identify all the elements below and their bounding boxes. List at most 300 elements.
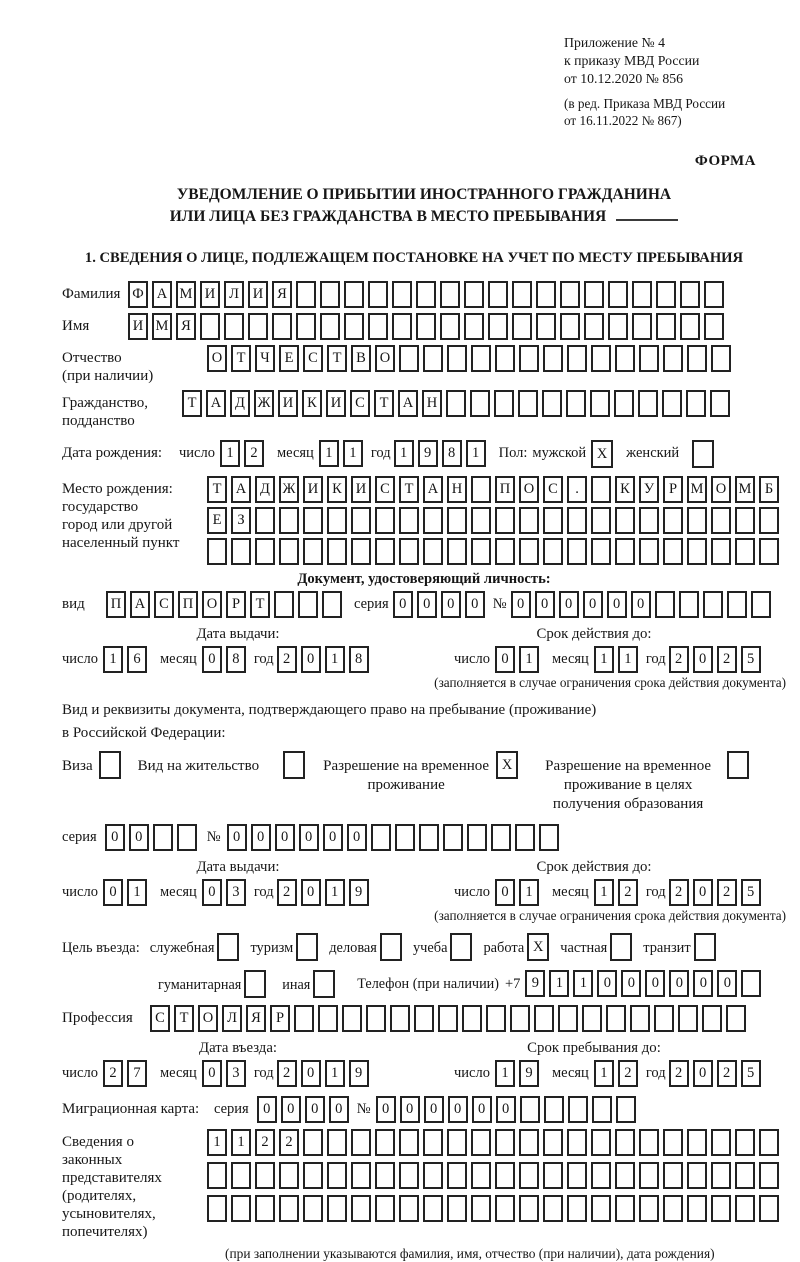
char-box: 6 <box>127 646 147 673</box>
char-box: С <box>154 591 174 618</box>
char-box <box>567 1162 587 1189</box>
char-box: П <box>178 591 198 618</box>
title-line-1: УВЕДОМЛЕНИЕ О ПРИБЫТИИ ИНОСТРАННОГО ГРАЖДАНИНА <box>176 186 672 203</box>
issue-month-boxes <box>202 646 250 673</box>
char-box: Ф <box>128 281 148 308</box>
char-box <box>512 281 532 308</box>
char-box <box>735 1129 755 1156</box>
char-box <box>303 1129 323 1156</box>
char-box <box>687 507 707 534</box>
char-box: К <box>615 476 635 503</box>
char-box: 8 <box>226 646 246 673</box>
char-box <box>351 1195 371 1222</box>
char-box: 5 <box>741 1060 761 1087</box>
birth-month-boxes <box>319 440 367 467</box>
char-box <box>279 1162 299 1189</box>
section-1-heading: 1. СВЕДЕНИЯ О ЛИЦЕ, ПОДЛЕЖАЩЕМ ПОСТАНОВКЕ НА УЧЕТ ПО МЕСТУ ПРЕБЫВАНИЯ <box>84 250 744 266</box>
char-box <box>440 313 460 340</box>
char-box <box>296 933 318 961</box>
char-box <box>327 538 347 565</box>
char-box <box>419 824 439 851</box>
char-box <box>375 1195 395 1222</box>
char-box <box>224 313 244 340</box>
char-box: 0 <box>202 879 222 906</box>
char-box: М <box>176 281 196 308</box>
char-box: 3 <box>226 879 246 906</box>
char-box: Д <box>230 390 250 417</box>
char-box: Р <box>226 591 246 618</box>
char-box: С <box>350 390 370 417</box>
char-box <box>375 538 395 565</box>
char-box <box>494 390 514 417</box>
char-box <box>375 1162 395 1189</box>
char-box: Т <box>174 1005 194 1032</box>
char-box <box>322 591 342 618</box>
char-box <box>606 1005 626 1032</box>
char-box <box>639 507 659 534</box>
char-box: К <box>327 476 347 503</box>
char-box: Л <box>224 281 244 308</box>
expiry-note: (заполняется в случае ограничения срока действия документа) <box>434 908 786 923</box>
char-box: 1 <box>594 646 614 673</box>
char-box <box>534 1005 554 1032</box>
char-box <box>207 1195 227 1222</box>
doc-number-boxes <box>511 591 775 618</box>
char-box: 0 <box>301 1060 321 1087</box>
char-box <box>399 507 419 534</box>
issue-year-boxes <box>277 646 373 673</box>
char-box <box>366 1005 386 1032</box>
doc-number-label: № <box>492 596 507 612</box>
appendix-reference <box>564 34 786 88</box>
char-box <box>380 933 402 961</box>
surname-label: Фамилия <box>62 286 121 302</box>
entry-purpose-label: Цель въезда: <box>62 940 140 956</box>
expiry-year-boxes <box>669 646 765 673</box>
char-box <box>704 281 724 308</box>
patronymic-label: Отчество (при наличии) <box>62 350 154 384</box>
passport-issue-group <box>62 626 414 673</box>
option-residence-permit <box>138 751 309 779</box>
char-box: 0 <box>301 879 321 906</box>
passport-dates <box>62 626 786 673</box>
char-box: В <box>351 345 371 372</box>
appendix-line: от 10.12.2020 № 856 <box>564 71 684 86</box>
char-box <box>566 390 586 417</box>
char-box <box>639 1162 659 1189</box>
legal-reps-line-1 <box>207 1129 783 1156</box>
char-box: 1 <box>519 646 539 673</box>
char-box: 0 <box>251 824 271 851</box>
char-box: 0 <box>257 1096 277 1123</box>
char-box <box>440 281 460 308</box>
profession-label: Профессия <box>62 1010 133 1026</box>
char-box: Я <box>246 1005 266 1032</box>
char-box <box>303 1162 323 1189</box>
legal-reps-label: Сведения о законных представителях (родителях, усыновителях, попечителях) <box>62 1134 162 1240</box>
appendix-line: Приложение № 4 <box>564 35 666 50</box>
month-label: месяц <box>551 1065 589 1081</box>
char-box: 1 <box>495 1060 515 1087</box>
char-box <box>560 281 580 308</box>
char-box: 0 <box>669 970 689 997</box>
char-box <box>711 1195 731 1222</box>
char-box: 1 <box>325 1060 345 1087</box>
char-box <box>610 933 632 961</box>
char-box: 7 <box>127 1060 147 1087</box>
char-box: 9 <box>349 879 369 906</box>
citizenship-boxes <box>182 390 734 417</box>
male-checkbox <box>591 440 617 468</box>
char-box <box>464 281 484 308</box>
day-label: число <box>454 651 490 667</box>
char-box <box>519 1162 539 1189</box>
char-box <box>488 281 508 308</box>
char-box <box>296 281 316 308</box>
char-box: Ж <box>254 390 274 417</box>
char-box: . <box>567 476 587 503</box>
char-box: 0 <box>693 646 713 673</box>
firstname-row <box>62 313 786 340</box>
business-trip-checkbox <box>217 933 243 961</box>
char-box: 1 <box>573 970 593 997</box>
char-box <box>663 1129 683 1156</box>
option-visa <box>62 751 125 779</box>
char-box <box>320 281 340 308</box>
char-box: М <box>687 476 707 503</box>
char-box <box>231 1195 251 1222</box>
form-word-label: ФОРМА <box>694 153 756 169</box>
char-box <box>558 1005 578 1032</box>
char-box: 0 <box>607 591 627 618</box>
char-box <box>584 281 604 308</box>
year-label: год <box>645 1065 666 1081</box>
date-group-title: Дата въезда: <box>199 1040 277 1056</box>
char-box <box>207 538 227 565</box>
residence-doc-text-2: в Российской Федерации: <box>62 725 226 741</box>
char-box <box>368 313 388 340</box>
char-box <box>735 1195 755 1222</box>
char-box <box>519 1129 539 1156</box>
char-box <box>313 970 335 998</box>
char-box <box>153 824 173 851</box>
char-box <box>759 507 779 534</box>
stay-month-boxes <box>594 1060 642 1087</box>
char-box <box>272 313 292 340</box>
study-checkbox <box>450 933 476 961</box>
char-box <box>471 476 491 503</box>
phone-prefix: +7 <box>504 976 521 992</box>
residence-dates <box>62 859 786 906</box>
char-box <box>471 1162 491 1189</box>
char-box <box>488 313 508 340</box>
char-box: О <box>198 1005 218 1032</box>
appendix-line: (в ред. Приказа МВД России <box>564 96 726 111</box>
day-label: число <box>454 1065 490 1081</box>
char-box <box>543 1129 563 1156</box>
char-box <box>680 281 700 308</box>
char-box <box>255 1195 275 1222</box>
entry-year-boxes <box>277 1060 373 1087</box>
year-label: год <box>645 884 666 900</box>
char-box <box>351 538 371 565</box>
char-box <box>296 313 316 340</box>
char-box <box>654 1005 674 1032</box>
phone-boxes <box>525 970 765 997</box>
char-box <box>687 1162 707 1189</box>
char-box: 2 <box>717 1060 737 1087</box>
doc-series-boxes <box>393 591 489 618</box>
char-box <box>632 281 652 308</box>
entry-stay-dates <box>62 1040 786 1087</box>
female-label: женский <box>626 445 680 461</box>
char-box: 0 <box>465 591 485 618</box>
option-label: иная <box>282 977 311 993</box>
entry-date-group <box>62 1040 414 1087</box>
char-box <box>582 1005 602 1032</box>
char-box <box>543 538 563 565</box>
char-box: 0 <box>323 824 343 851</box>
char-box <box>727 591 747 618</box>
char-box: А <box>206 390 226 417</box>
char-box: Н <box>422 390 442 417</box>
temp-residence-checkbox <box>496 751 522 779</box>
char-box <box>686 390 706 417</box>
char-box: А <box>152 281 172 308</box>
char-box: 1 <box>343 440 363 467</box>
day-label: число <box>179 445 215 461</box>
date-group-title: Срок действия до: <box>536 859 652 875</box>
char-box: 0 <box>693 970 713 997</box>
char-box <box>327 1162 347 1189</box>
char-box: Я <box>176 313 196 340</box>
visa-checkbox <box>99 751 125 779</box>
option-label: Виза <box>62 758 93 774</box>
char-box <box>342 1005 362 1032</box>
char-box <box>471 538 491 565</box>
char-box <box>584 313 604 340</box>
day-label: число <box>62 884 98 900</box>
char-box <box>327 1129 347 1156</box>
day-label: число <box>62 1065 98 1081</box>
char-box: 0 <box>129 824 149 851</box>
char-box <box>615 345 635 372</box>
char-box: 1 <box>231 1129 251 1156</box>
char-box: И <box>351 476 371 503</box>
char-box: 9 <box>349 1060 369 1087</box>
work-checkbox <box>527 933 553 961</box>
document-title <box>62 184 786 228</box>
char-box <box>255 1162 275 1189</box>
char-box <box>99 751 121 779</box>
char-box: С <box>543 476 563 503</box>
char-box: 1 <box>519 879 539 906</box>
char-box: И <box>278 390 298 417</box>
residence-permit-checkbox <box>283 751 309 779</box>
char-box <box>423 1162 443 1189</box>
entry-purpose-row-2 <box>158 970 786 998</box>
option-temp-residence-education <box>535 751 753 814</box>
char-box <box>519 345 539 372</box>
year-label: год <box>253 651 274 667</box>
patronymic-row <box>62 345 786 385</box>
other-checkbox <box>313 970 339 998</box>
char-box <box>591 1195 611 1222</box>
char-box: Т <box>207 476 227 503</box>
char-box: 2 <box>277 1060 297 1087</box>
humanitarian-checkbox <box>244 970 270 998</box>
issue-year-boxes <box>277 879 373 906</box>
char-box <box>592 1096 612 1123</box>
char-box: 0 <box>417 591 437 618</box>
citizenship-label: Гражданство, подданство <box>62 395 149 429</box>
birth-day-boxes <box>220 440 268 467</box>
char-box <box>320 313 340 340</box>
char-box <box>615 1129 635 1156</box>
char-box <box>344 313 364 340</box>
char-box: 0 <box>202 1060 222 1087</box>
char-box <box>615 538 635 565</box>
char-box <box>735 538 755 565</box>
char-box: 2 <box>277 646 297 673</box>
char-box <box>423 345 443 372</box>
char-box: 1 <box>394 440 414 467</box>
issue-day-boxes <box>103 646 151 673</box>
char-box <box>702 1005 722 1032</box>
char-box <box>567 1195 587 1222</box>
title-line-2: ИЛИ ЛИЦА БЕЗ ГРАЖДАНСТВА В МЕСТО ПРЕБЫВАНИЯ <box>62 206 786 228</box>
doc-series-label: серия <box>354 596 389 612</box>
char-box: 9 <box>519 1060 539 1087</box>
char-box <box>495 1195 515 1222</box>
char-box: 0 <box>329 1096 349 1123</box>
char-box <box>567 1129 587 1156</box>
char-box <box>741 970 761 997</box>
char-box <box>423 538 443 565</box>
option-label: Разрешение на временное проживание <box>323 758 490 793</box>
char-box: А <box>398 390 418 417</box>
char-box <box>471 345 491 372</box>
char-box: А <box>231 476 251 503</box>
option-label: учеба <box>412 940 448 956</box>
char-box <box>616 1096 636 1123</box>
char-box <box>711 538 731 565</box>
char-box <box>438 1005 458 1032</box>
char-box <box>639 538 659 565</box>
char-box <box>639 345 659 372</box>
char-box <box>471 1195 491 1222</box>
char-box <box>591 476 611 503</box>
char-box <box>443 824 463 851</box>
year-label: год <box>645 651 666 667</box>
char-box: 0 <box>448 1096 468 1123</box>
char-box <box>543 507 563 534</box>
char-box: Б <box>759 476 779 503</box>
char-box <box>274 591 294 618</box>
char-box: 9 <box>418 440 438 467</box>
char-box <box>680 313 700 340</box>
char-box: 0 <box>645 970 665 997</box>
char-box: П <box>495 476 515 503</box>
char-box: О <box>202 591 222 618</box>
char-box <box>543 1195 563 1222</box>
char-box <box>395 824 415 851</box>
char-box <box>279 1195 299 1222</box>
char-box <box>615 1162 635 1189</box>
legal-reps-line-2 <box>207 1162 783 1189</box>
char-box: 2 <box>618 879 638 906</box>
birthplace-label: Место рождения: государство город или другой населенный пункт <box>62 481 180 551</box>
char-box <box>727 751 749 779</box>
char-box <box>663 1162 683 1189</box>
option-label: служебная <box>149 940 215 956</box>
birthplace-row <box>62 476 786 569</box>
char-box: 2 <box>717 646 737 673</box>
option-label: работа <box>483 940 525 956</box>
char-box <box>495 1162 515 1189</box>
char-box: 2 <box>277 879 297 906</box>
char-box: 2 <box>279 1129 299 1156</box>
char-box <box>327 507 347 534</box>
migration-series-boxes <box>257 1096 353 1123</box>
char-box: 5 <box>741 879 761 906</box>
legal-reps-boxes <box>207 1129 783 1262</box>
char-box <box>399 1195 419 1222</box>
char-box <box>255 538 275 565</box>
number-label: № <box>206 829 221 845</box>
identity-doc-row <box>62 591 786 618</box>
expiry-month-boxes <box>594 646 642 673</box>
option-temp-residence <box>322 751 522 795</box>
char-box <box>283 751 305 779</box>
profession-row <box>62 1005 786 1032</box>
char-box: 1 <box>594 879 614 906</box>
char-box <box>608 313 628 340</box>
entry-day-boxes <box>103 1060 151 1087</box>
char-box <box>568 1096 588 1123</box>
char-box: 0 <box>693 879 713 906</box>
day-label: число <box>62 651 98 667</box>
char-box: 2 <box>669 646 689 673</box>
char-box <box>518 390 538 417</box>
expiry-note: (заполняется в случае ограничения срока действия документа) <box>434 675 786 690</box>
char-box <box>638 390 658 417</box>
firstname-label: Имя <box>62 318 90 334</box>
char-box: 2 <box>669 1060 689 1087</box>
char-box <box>177 824 197 851</box>
char-box <box>486 1005 506 1032</box>
char-box: О <box>207 345 227 372</box>
char-box <box>687 1129 707 1156</box>
birth-year-boxes <box>394 440 490 467</box>
char-box <box>351 1162 371 1189</box>
birthplace-line-2 <box>207 507 783 534</box>
option-label: транзит <box>643 940 691 956</box>
char-box <box>244 970 266 998</box>
doc-type-boxes <box>106 591 346 618</box>
birthplace-line-1 <box>207 476 783 503</box>
char-box: 0 <box>301 646 321 673</box>
issue-day-boxes <box>103 879 151 906</box>
year-label: год <box>370 445 391 461</box>
char-box <box>318 1005 338 1032</box>
char-box <box>450 933 472 961</box>
char-box: 0 <box>496 1096 516 1123</box>
residence-series-boxes <box>105 824 201 851</box>
char-box <box>471 1129 491 1156</box>
char-box <box>392 313 412 340</box>
char-box <box>663 1195 683 1222</box>
